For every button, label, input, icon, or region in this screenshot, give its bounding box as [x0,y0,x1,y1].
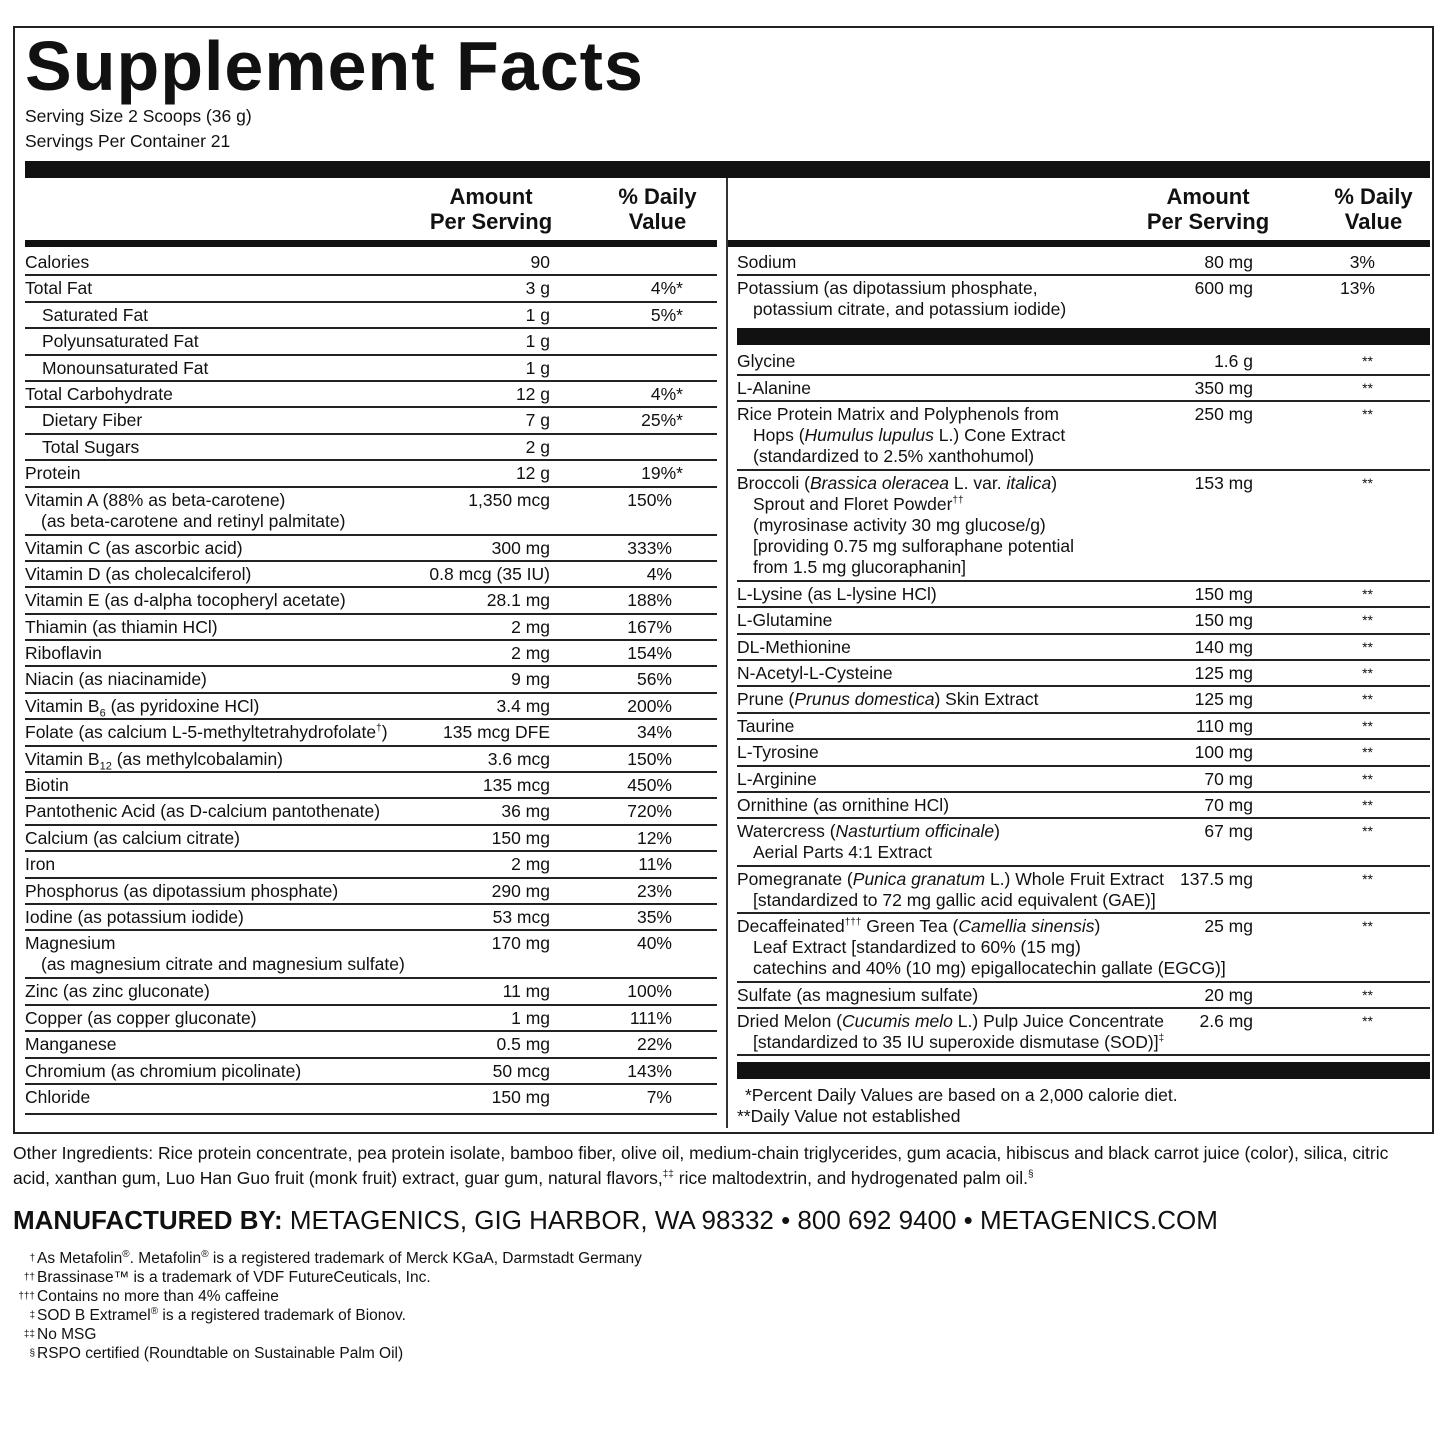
nutrient-amount: 1 mg [511,1007,550,1028]
superscript: † [376,723,382,735]
nutrient-row [25,562,717,588]
ingredient-daily-value: ** [1362,770,1373,787]
footnote-text: No MSG [37,1326,97,1343]
ingredient-daily-value: ** [1362,585,1373,602]
percent-daily-footnote: *Percent Daily Values are based on a 2,000 calorie diet. [745,1085,1178,1106]
nutrient-daily-value: 167% [627,616,672,637]
ingredient-amount: 140 mg [1194,636,1253,657]
ingredient-name-continuation: [standardized to 72 mg gallic acid equivalent (GAE)] [753,889,1156,910]
nutrient-name: Calories [25,252,90,272]
nutrient-daily-value: 100% [627,981,672,1002]
nutrient-name: Biotin [25,775,69,796]
nutrient-name: Calcium (as calcium citrate) [25,827,240,848]
nutrient-amount: 170 mg [491,933,550,954]
ingredient-daily-value: ** [1362,638,1373,655]
nutrient-daily-value: 143% [627,1060,672,1081]
nutrient-daily-value: 4%* [650,383,683,404]
nutrient-daily-value: 154% [627,643,672,664]
left-column-header [25,178,717,247]
nutrient-name: Dietary Fiber [42,410,143,431]
nutrient-amount: 290 mg [491,880,550,901]
column-divider [726,178,728,1128]
nutrient-name: Niacin (as niacinamide) [25,669,207,690]
page-title: Supplement Facts [25,27,644,105]
nutrient-name: Folate (as calcium L-5-methyltetrahydrofolate†) [25,722,388,743]
dv-header-line2: Value [628,209,687,234]
nutrient-row [25,588,717,614]
nutrient-amount: 0.8 mcg (35 IU) [429,563,550,584]
nutrient-name: Copper (as copper gluconate) [25,1007,257,1028]
ingredient-amount: 150 mg [1194,610,1253,631]
nutrient-amount: 2 mg [511,643,550,664]
nutrient-amount: 135 mcg DFE [443,722,550,743]
nutrient-row [25,356,717,382]
nutrient-name: Total Fat [25,278,93,299]
right-column-header [728,178,1430,247]
nutrient-name: Thiamin (as thiamin HCl) [25,616,218,637]
ingredient-name-line: Decaffeinated††† Green Tea (Camellia sinensis) [737,916,1101,937]
subscript: 12 [99,760,112,773]
nutrient-daily-value: 56% [636,669,672,690]
footnote-symbol: †† [23,1272,35,1283]
nutrient-daily-value: 7% [646,1086,672,1107]
nutrient-row [25,1032,717,1058]
ingredient-name-continuation: [providing 0.75 mg sulforaphane potential [753,535,1075,556]
nutrient-amount: 1 g [525,304,550,325]
nutrient-daily-value: 13% [1339,278,1375,299]
amount-header-line2: Per Serving [1146,209,1270,234]
ingredient-name [737,769,817,790]
nutrient-row [25,826,717,852]
ingredient-name [737,985,978,1006]
nutrient-name: Phosphorus (as dipotassium phosphate) [25,880,339,901]
daily-value-header [595,184,720,234]
ingredient-daily-value: ** [1362,744,1373,761]
ingredient-name-line: Sulfate (as magnesium sulfate) [737,984,979,1005]
nutrient-row [25,879,717,905]
nutrient-name: Vitamin E (as d-alpha tocopheryl acetate) [25,590,346,611]
nutrient-amount: 135 mcg [482,775,550,796]
manufacturer-details: METAGENICS, GIG HARBOR, WA 98332 • 800 692 9400 • METAGENICS.COM [282,1205,1218,1235]
ingredient-name [737,916,1226,979]
ingredient-name [737,473,1074,578]
trademark-footnote [13,1249,642,1268]
ingredient-name-line: Watercress (Nasturtium officinale) [737,821,1000,842]
nutrient-amount: 36 mg [501,801,550,822]
nutrient-amount: 2 mg [511,616,550,637]
nutrient-name: Sodium [737,252,797,272]
nutrient-daily-value: 11% [638,854,672,875]
nutrient-name: Vitamin D (as cholecalciferol) [25,563,252,584]
nutrient-amount: 9 mg [511,669,550,690]
daily-value-header-right [1311,184,1436,234]
ingredient-name-line: L-Arginine [737,768,817,789]
nutrient-amount: 2 mg [511,854,550,875]
nutrient-name-line2: (as beta-carotene and retinyl palmitate) [41,510,346,531]
ingredient-amount: 150 mg [1194,583,1253,604]
left-nutrient-list [25,250,717,1115]
nutrient-row [25,979,717,1005]
daily-value-not-established-footnote: **Daily Value not established [737,1106,961,1127]
nutrient-amount: 3.6 mcg [487,748,550,769]
ingredient-row [737,740,1430,766]
ingredient-name-line: N-Acetyl-L-Cysteine [737,662,893,683]
ingredient-name-continuation: Aerial Parts 4:1 Extract [753,842,932,863]
nutrient-amount: 3 g [525,278,550,299]
ingredient-name-continuation: from 1.5 mg glucoraphanin] [753,556,967,577]
ingredient-amount: 153 mg [1194,472,1253,493]
manufacturer-line [13,1205,1218,1235]
ingredient-name [737,716,794,737]
nutrient-row [25,536,717,562]
dv-header-line1: % Daily [1334,184,1413,209]
nutrient-amount: 150 mg [491,1086,550,1107]
nutrient-row [25,667,717,693]
other-ingredients [13,1141,1428,1191]
nutrient-amount: 1 g [525,357,550,378]
ingredient-row [737,635,1430,661]
ingredient-amount: 125 mg [1194,662,1253,683]
ingredient-amount: 125 mg [1194,689,1253,710]
footnote-symbol: ††† [18,1291,35,1302]
dv-header-line1: % Daily [618,184,697,209]
nutrient-daily-value: 3% [1349,252,1375,272]
nutrient-amount: 1 g [525,331,550,352]
nutrient-name: Vitamin C (as ascorbic acid) [25,537,243,558]
ingredient-amount: 110 mg [1195,715,1253,736]
nutrient-row [25,1085,717,1115]
nutrient-daily-value: 19%* [641,463,683,484]
footnote-text: RSPO certified (Roundtable on Sustainable Palm Oil) [37,1345,404,1362]
ingredient-daily-value: ** [1362,796,1373,813]
serving-size: Serving Size 2 Scoops (36 g) [25,106,252,126]
ingredient-name-continuation: (myrosinase activity 30 mg glucose/g) [753,514,1046,535]
nutrient-daily-value: 35% [636,906,672,927]
nutrient-row [25,408,717,434]
ingredient-name-continuation: Hops (Humulus lupulus L.) Cone Extract [753,425,1066,446]
nutrient-amount: 12 g [515,463,550,484]
ingredient-daily-value: ** [1362,717,1373,734]
trademark-footnote [13,1306,406,1325]
ingredient-daily-value: ** [1362,353,1373,370]
nutrient-name: Manganese [25,1034,117,1055]
trademark-footnote [13,1344,403,1363]
nutrient-name: Potassium (as dipotassium phosphate, potassium citrate, and potassium iodide) [737,278,1067,320]
ingredient-daily-value: ** [1362,1013,1373,1030]
nutrient-amount: 7 g [525,410,550,431]
dv-header-line2: Value [1344,209,1403,234]
nutrient-amount: 2 g [525,436,550,457]
nutrient-daily-value: 150% [627,748,672,769]
ingredient-name [737,584,937,605]
ingredient-amount: 100 mg [1194,742,1253,763]
ingredient-name [737,742,819,763]
nutrient-row [25,747,717,773]
ingredient-daily-value: ** [1362,918,1373,935]
nutrient-amount: 300 mg [491,537,550,558]
ingredient-name-line: Prune (Prunus domestica) Skin Extract [737,689,1039,710]
trademark-footnote [13,1268,431,1287]
ingredient-amount: 350 mg [1194,377,1253,398]
amount-header [421,184,561,234]
ingredient-name-line: Pomegranate (Punica granatum L.) Whole Fruit Extract [737,868,1165,889]
ingredient-name-continuation: Sprout and Floret Powder†† [753,493,964,514]
amount-header-line1: Amount [1166,184,1250,209]
nutrient-name: Magnesium (as magnesium citrate and magnesium sulfate) [25,933,405,975]
nutrient-row [25,720,717,746]
other-ingredients-text: Other Ingredients: Rice protein concentrate, pea protein isolate, bamboo fiber, olive oil, medium-chain triglycerides, gum acacia, hibiscus and black carrot juice (color), silica, citric acid, xanthan gum, Luo Han Guo fruit (monk fruit) extract, guar gum, natural flavors,‡‡ rice maltodextrin, and hydrogenated palm oil.§ [13,1143,1389,1188]
section-divider-bar [737,328,1430,345]
nutrient-row [25,852,717,878]
nutrient-daily-value: 111% [629,1007,672,1028]
nutrient-name: Pantothenic Acid (as D-calcium pantothenate) [25,801,381,822]
ingredient-daily-value: ** [1362,406,1373,423]
nutrient-amount: 12 g [515,383,550,404]
ingredient-name [737,637,851,658]
nutrient-row [25,615,717,641]
ingredient-daily-value: ** [1362,986,1373,1003]
ingredient-amount: 70 mg [1204,794,1253,815]
nutrient-row [25,773,717,799]
nutrient-row [25,1006,717,1032]
nutrient-daily-value: 4%* [650,278,683,299]
ingredient-name [737,821,1000,863]
ingredient-row [737,582,1430,608]
footnote-symbol: § [29,1348,35,1359]
nutrient-row [25,931,717,979]
amount-header-right [1138,184,1278,234]
nutrient-row [25,276,717,302]
nutrient-daily-value: 25%* [641,410,683,431]
ingredient-amount: 2.6 mg [1199,1011,1253,1032]
nutrient-row [25,303,717,329]
trademark-footnote [13,1287,279,1306]
ingredient-row [737,608,1430,634]
nutrient-daily-value: 23% [636,880,672,901]
nutrient-amount: 0.5 mg [496,1034,550,1055]
supplement-facts-panel [13,26,1434,1134]
nutrient-name-line2: potassium citrate, and potassium iodide) [753,299,1067,320]
nutrient-row [25,382,717,408]
nutrient-daily-value: 5%* [650,304,683,325]
ingredient-row [737,349,1430,375]
nutrient-daily-value: 188% [627,590,672,611]
ingredient-amount: 20 mg [1204,984,1253,1005]
nutrient-daily-value: 22% [636,1034,672,1055]
nutrient-amount: 28.1 mg [486,590,550,611]
ingredient-name-line: DL-Methionine [737,636,851,657]
nutrient-row [25,1059,717,1085]
nutrient-name: Vitamin $B_{12}$ (as methylcobalamin) [25,748,283,773]
ingredient-name-line: L-Alanine [737,377,811,398]
nutrient-name: Saturated Fat [42,304,149,325]
nutrient-amount: 1,350 mcg [468,489,550,510]
footnote-divider-bar [737,1062,1430,1079]
servings-per-container: Servings Per Container 21 [25,131,231,151]
nutrient-row [737,250,1430,276]
ingredient-name-line: Rice Protein Matrix and Polyphenols from [737,404,1059,425]
nutrient-daily-value: 150% [627,489,672,510]
ingredient-name-line: L-Tyrosine [737,742,819,763]
ingredient-name-line: Dried Melon (Cucumis melo L.) Pulp Juice Concentrate [737,1011,1165,1032]
nutrient-amount: 90 [530,252,550,272]
nutrient-row [737,276,1430,322]
nutrient-name: Iodine (as potassium iodide) [25,906,244,927]
ingredient-name-continuation: (standardized to 2.5% xanthohumol) [753,446,1035,467]
nutrient-name: Riboflavin [25,643,102,664]
subscript: 6 [99,707,106,720]
ingredient-name-line: Taurine [737,715,795,736]
footnote-text: Brassinase™ is a trademark of VDF FutureCeuticals, Inc. [37,1269,431,1286]
ingredient-name-continuation: catechins and 40% (10 mg) epigallocatechin gallate (EGCG)] [753,958,1226,979]
ingredient-amount: 1.6 g [1214,351,1253,372]
nutrient-daily-value: 12% [636,827,672,848]
ingredient-amount: 70 mg [1204,768,1253,789]
nutrient-name: Chloride [25,1086,91,1107]
nutrient-daily-value: 4% [646,563,672,584]
ingredient-name [737,378,811,399]
ingredient-amount: 250 mg [1194,404,1253,425]
ingredient-row [737,376,1430,402]
footnote-symbol: ‡‡ [23,1329,35,1340]
nutrient-name: Protein [25,463,81,484]
amount-header-line2: Per Serving [429,209,553,234]
ingredient-daily-value: ** [1362,691,1373,708]
ingredient-name [737,610,832,631]
nutrient-name: Vitamin A (88% as beta-carotene) (as beta-carotene and retinyl palmitate) [25,489,346,531]
ingredient-name [737,795,949,816]
nutrient-amount: 50 mcg [492,1060,550,1081]
footnote-text: SOD B Extramel® is a registered trademark of Bionov. [37,1305,406,1324]
ingredient-daily-value: ** [1362,379,1373,396]
nutrient-row [25,905,717,931]
nutrient-name: Total Sugars [42,436,140,457]
footnote-text: As Metafolin®. Metafolin® is a registered trademark of Merck KGaA, Darmstadt Germany [37,1248,642,1267]
ingredient-daily-value: ** [1362,870,1373,887]
ingredient-name-line: Ornithine (as ornithine HCl) [737,794,950,815]
ingredient-row [737,819,1430,866]
ingredient-name-line: Glycine [737,351,796,372]
nutrient-name: Chromium (as chromium picolinate) [25,1060,302,1081]
ingredient-name [737,1011,1164,1053]
nutrient-name: Vitamin $B_6$ (as pyridoxine HCl) [25,695,260,720]
nutrient-daily-value: 333% [627,537,672,558]
ingredient-name-line: Broccoli (Brassica oleracea L. var. italica) [737,472,1058,493]
ingredient-amount: 137.5 mg [1180,868,1253,889]
nutrient-row [25,641,717,667]
ingredient-row [737,793,1430,819]
ingredient-row [737,687,1430,713]
nutrient-amount: 11 mg [502,981,550,1002]
ingredient-name [737,404,1065,467]
nutrient-name-line2: (as magnesium citrate and magnesium sulfate) [41,954,405,975]
ingredient-row [737,983,1430,1009]
nutrient-row [25,694,717,720]
ingredient-name [737,663,893,684]
nutrient-daily-value: 200% [627,695,672,716]
ingredient-row [737,402,1430,471]
nutrient-name: Total Carbohydrate [25,383,173,404]
ingredient-name-continuation: Leaf Extract [standardized to 60% (15 mg) [753,937,1081,958]
footnote-symbol: † [29,1253,35,1264]
ingredient-name [737,689,1039,710]
ingredient-row [737,471,1430,582]
right-nutrient-list [737,250,1430,1127]
ingredient-row [737,867,1430,914]
nutrient-row [25,488,717,536]
ingredient-name-continuation: [standardized to 35 IU superoxide dismutase (SOD)]‡ [753,1032,1165,1053]
nutrient-row [25,250,717,276]
nutrient-daily-value: 720% [627,801,672,822]
nutrient-daily-value: 40% [636,933,672,954]
ingredient-name [737,869,1164,911]
nutrient-row [25,461,717,487]
nutrient-daily-value: 34% [636,722,672,743]
ingredient-daily-value: ** [1362,474,1373,491]
ingredient-name-line: L-Lysine (as L-lysine HCl) [737,583,937,604]
nutrient-amount: 3.4 mg [496,695,550,716]
trademark-footnote [13,1325,96,1344]
ingredient-amount: 67 mg [1204,821,1253,842]
ingredient-name [737,351,795,372]
nutrient-name: Zinc (as zinc gluconate) [25,981,210,1002]
nutrient-amount: 600 mg [1194,278,1253,299]
nutrient-row [25,329,717,355]
ingredient-name-line: L-Glutamine [737,610,833,631]
manufacturer-label: MANUFACTURED BY: [13,1205,283,1235]
nutrient-name: Iron [25,854,56,875]
nutrient-amount: 150 mg [491,827,550,848]
ingredient-row [737,767,1430,793]
amount-header-line1: Amount [449,184,533,209]
nutrient-name: Monounsaturated Fat [42,357,209,378]
nutrient-amount: 53 mcg [492,906,550,927]
footnote-text: Contains no more than 4% caffeine [37,1288,279,1305]
ingredient-daily-value: ** [1362,612,1373,629]
nutrient-row [25,799,717,825]
ingredient-daily-value: ** [1362,823,1373,840]
nutrient-daily-value: 450% [627,775,672,796]
ingredient-row [737,1009,1430,1056]
ingredient-row [737,914,1430,983]
nutrient-row [25,435,717,461]
header-divider-bar [25,161,1430,178]
ingredient-daily-value: ** [1362,664,1373,681]
nutrient-amount: 80 mg [1204,252,1253,272]
ingredient-amount: 25 mg [1204,916,1253,937]
ingredient-row [737,714,1430,740]
ingredient-row [737,661,1430,687]
footnote-symbol: ‡ [29,1310,35,1321]
nutrient-name: Polyunsaturated Fat [42,331,199,352]
